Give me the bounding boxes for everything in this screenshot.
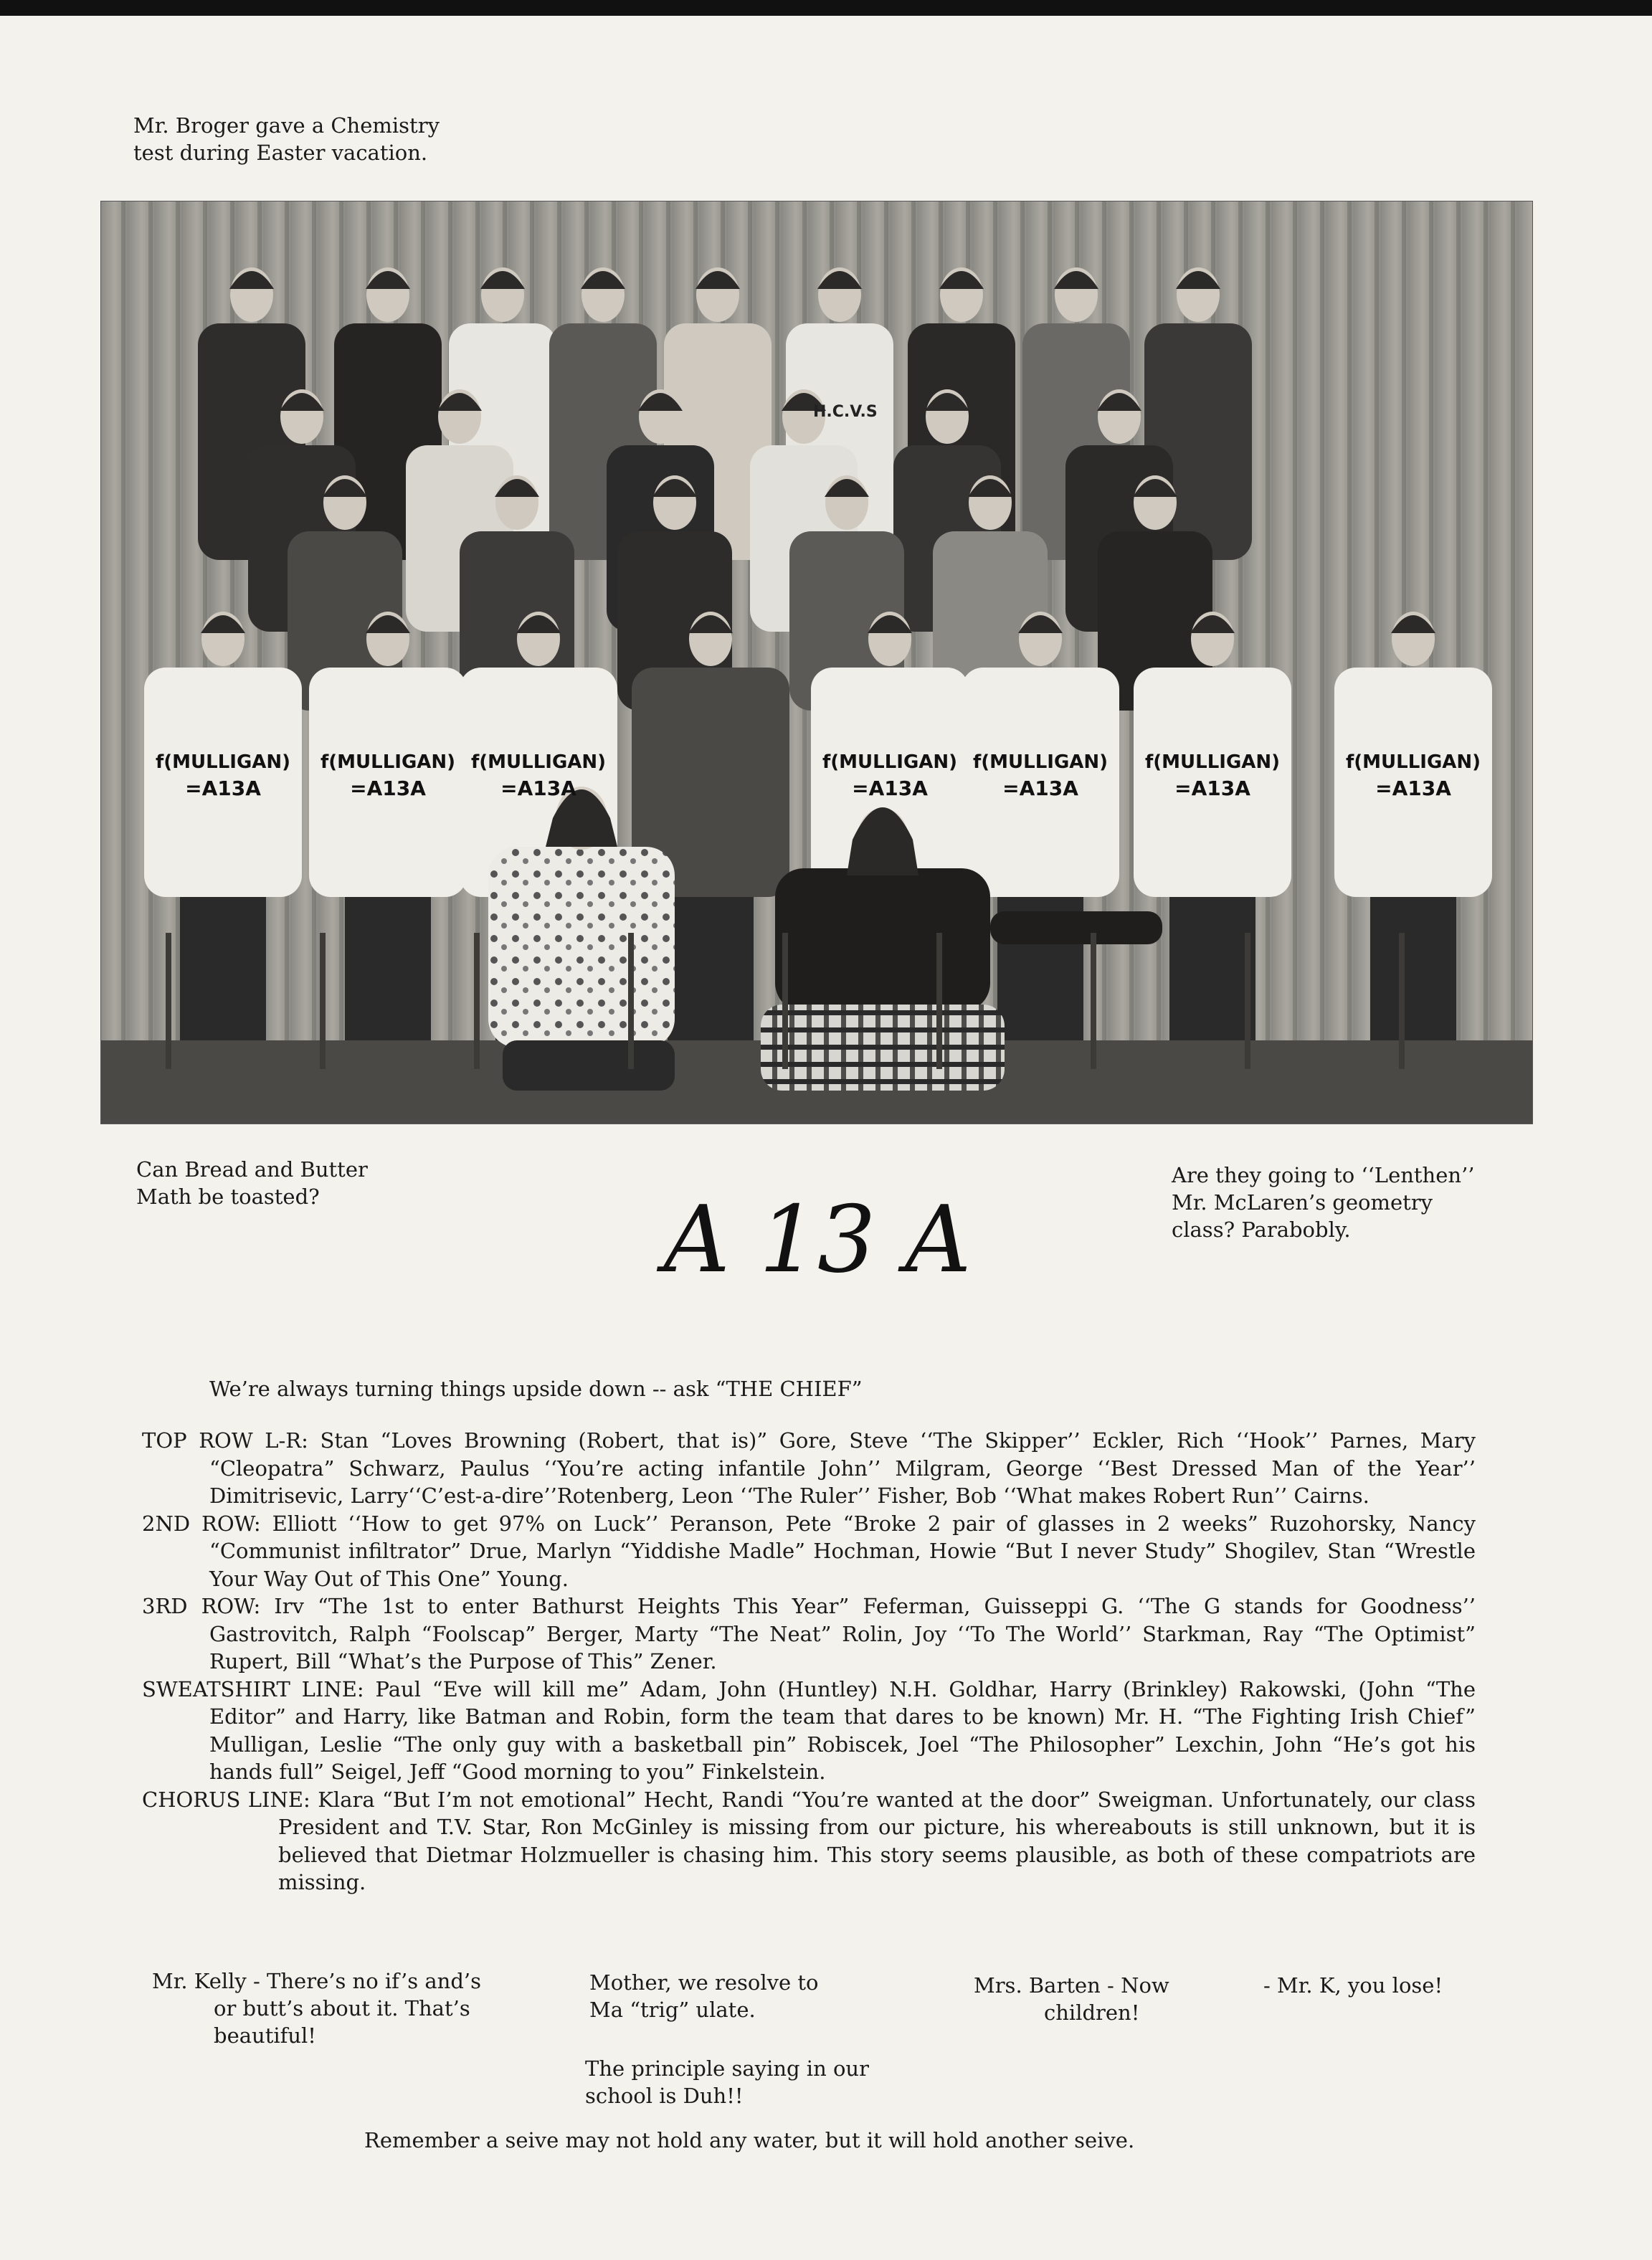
class-photo-drawing <box>101 201 1532 1124</box>
roster-third-row <box>142 1592 1476 1676</box>
row-label: SWEATSHIRT LINE: <box>142 1676 364 1701</box>
roster-top-row <box>142 1427 1476 1510</box>
quote-line: children! <box>1044 2000 1140 2025</box>
roster-text <box>142 1427 1476 1896</box>
top-caption <box>133 112 440 166</box>
roster-second-row <box>142 1510 1476 1593</box>
closing-line: Remember a seive may not hold any water, but it will hold another seive. <box>364 2128 1135 2152</box>
page-top-border <box>0 0 1652 16</box>
sweatshirt-text-line2: =A13A <box>852 777 928 800</box>
quote-mr-k: - Mr. K, you lose! <box>1263 1973 1443 1998</box>
row-names: Stan “Loves Browning (Robert, that is)” Gore, Steve ‘‘The Skipper’’ Eckler, Rich ‘‘Hook’’ Parnes, Mary “Cleopatra” Schwarz, Paulus ‘‘You’re acting infantile John’’ Milgram, George ‘‘Best Dressed Man of the Year’’ Dimitrisevic, Larry‘‘C’est-a-dire’’Rotenberg, Leon ‘‘The Ruler’’ Fisher, Bob ‘‘What makes Robert Run’’ Cairns. <box>209 1428 1476 1508</box>
row-names: Klara “But I’m not emotional” Hecht, Randi “You’re wanted at the door” Sweigman. Unfortunately, our class President and T.V. Star, Ron McGinley is missing from our picture, his whereabouts is still unknown, but it is believed that Dietmar Holzmueller is chasing him. This story seems plausible, as both of these compatriots are missing. <box>278 1787 1476 1894</box>
row-names: Paul “Eve will kill me” Adam, John (Huntley) N.H. Goldhar, Harry (Brinkley) Rakowski, (John “The Editor” and Harry, like Batman and Robin, form the team that dares to be known) Mr. H. “The Fighting Irish Chief” Mulligan, Leslie “The only guy with a basketball pin” Robiscek, Joel “The Philosopher” Lexchin, John “He’s got his hands full” Seigel, Jeff “Good morning to you” Finkelstein. <box>209 1676 1476 1784</box>
left-caption <box>136 1156 368 1210</box>
class-photo <box>100 201 1533 1124</box>
quote-line: The principle saying in our <box>585 2056 869 2081</box>
right-caption-line-1: Are they going to ‘‘Lenthen’’ <box>1172 1163 1475 1187</box>
right-caption <box>1172 1162 1475 1243</box>
top-caption-line-1: Mr. Broger gave a Chemistry <box>133 113 440 138</box>
sweatshirt-text-line1: f(MULLIGAN) <box>1144 751 1281 773</box>
sweatshirt-text-line2: =A13A <box>185 777 261 800</box>
right-caption-line-3: class? Parabobly. <box>1172 1217 1351 1242</box>
roster-chorus-line <box>142 1786 1476 1896</box>
row-label: CHORUS LINE: <box>142 1787 310 1812</box>
top-caption-line-2: test during Easter vacation. <box>133 141 428 165</box>
left-caption-line-2: Math be toasted? <box>136 1184 320 1209</box>
intro-line: We’re always turning things upside down -- ask “THE CHIEF” <box>209 1377 863 1401</box>
quote-mrs-barten <box>974 1972 1169 2026</box>
sweatshirt-text-line2: =A13A <box>1174 777 1250 800</box>
quote-line: beautiful! <box>214 2023 316 2048</box>
quote-mr-kelly <box>152 1967 481 2049</box>
row-names: Elliott ‘‘How to get 97% on Luck’’ Peranson, Pete “Broke 2 pair of glasses in 2 weeks” Ruzohorsky, Nancy “Communist infiltrator” Drue, Marlyn “Yiddishe Madle” Hochman, Howie “But I never Study” Shogilev, Stan “Wrestle Your Way Out of This One” Young. <box>209 1511 1476 1591</box>
quote-line: or butt’s about it. That’s <box>214 1996 470 2021</box>
quote-line: school is Duh!! <box>585 2084 744 2108</box>
sweatshirt-text-line1: f(MULLIGAN) <box>822 751 958 773</box>
row-label: 3RD ROW: <box>142 1594 261 1618</box>
quote-mother <box>589 1969 818 2023</box>
quote-principle <box>585 2055 869 2109</box>
sweatshirt-text-line2: =A13A <box>1375 777 1451 800</box>
class-title: A 13 A <box>663 1187 972 1293</box>
sweatshirt-text-line2: =A13A <box>350 777 426 800</box>
left-caption-line-1: Can Bread and Butter <box>136 1157 368 1182</box>
quote-line: Mr. Kelly - There’s no if’s and’s <box>152 1969 482 1993</box>
sweatshirt-text-line1: f(MULLIGAN) <box>1345 751 1481 773</box>
sweatshirt-text-line1: f(MULLIGAN) <box>320 751 456 773</box>
sweatshirt-text-line2: =A13A <box>500 777 576 800</box>
sweatshirt-text-line2: =A13A <box>1002 777 1078 800</box>
row-names: Irv “The 1st to enter Bathurst Heights This Year” Feferman, Guisseppi G. ‘‘The G stands for Goodness’’ Gastrovitch, Ralph “Foolscap” Berger, Marty “The Neat” Rolin, Joy ‘‘To The World’’ Starkman, Ray “The Optimist” Rupert, Bill “What’s the Purpose of This” Zener. <box>209 1594 1476 1673</box>
quote-line: Ma “trig” ulate. <box>589 1998 756 2022</box>
sweatshirt-text-line1: f(MULLIGAN) <box>972 751 1109 773</box>
sweatshirt-text-line1: f(MULLIGAN) <box>470 751 607 773</box>
quote-line: Mrs. Barten - Now <box>974 1973 1169 1998</box>
sweatshirt-text-line1: f(MULLIGAN) <box>155 751 291 773</box>
jersey-lettering: H.C.V.S <box>813 403 878 421</box>
right-caption-line-2: Mr. McLaren’s geometry <box>1172 1190 1433 1215</box>
row-label: 2ND ROW: <box>142 1511 261 1536</box>
roster-sweatshirt-line <box>142 1676 1476 1786</box>
quote-line: Mother, we resolve to <box>589 1970 819 1995</box>
row-label: TOP ROW L-R: <box>142 1428 308 1453</box>
